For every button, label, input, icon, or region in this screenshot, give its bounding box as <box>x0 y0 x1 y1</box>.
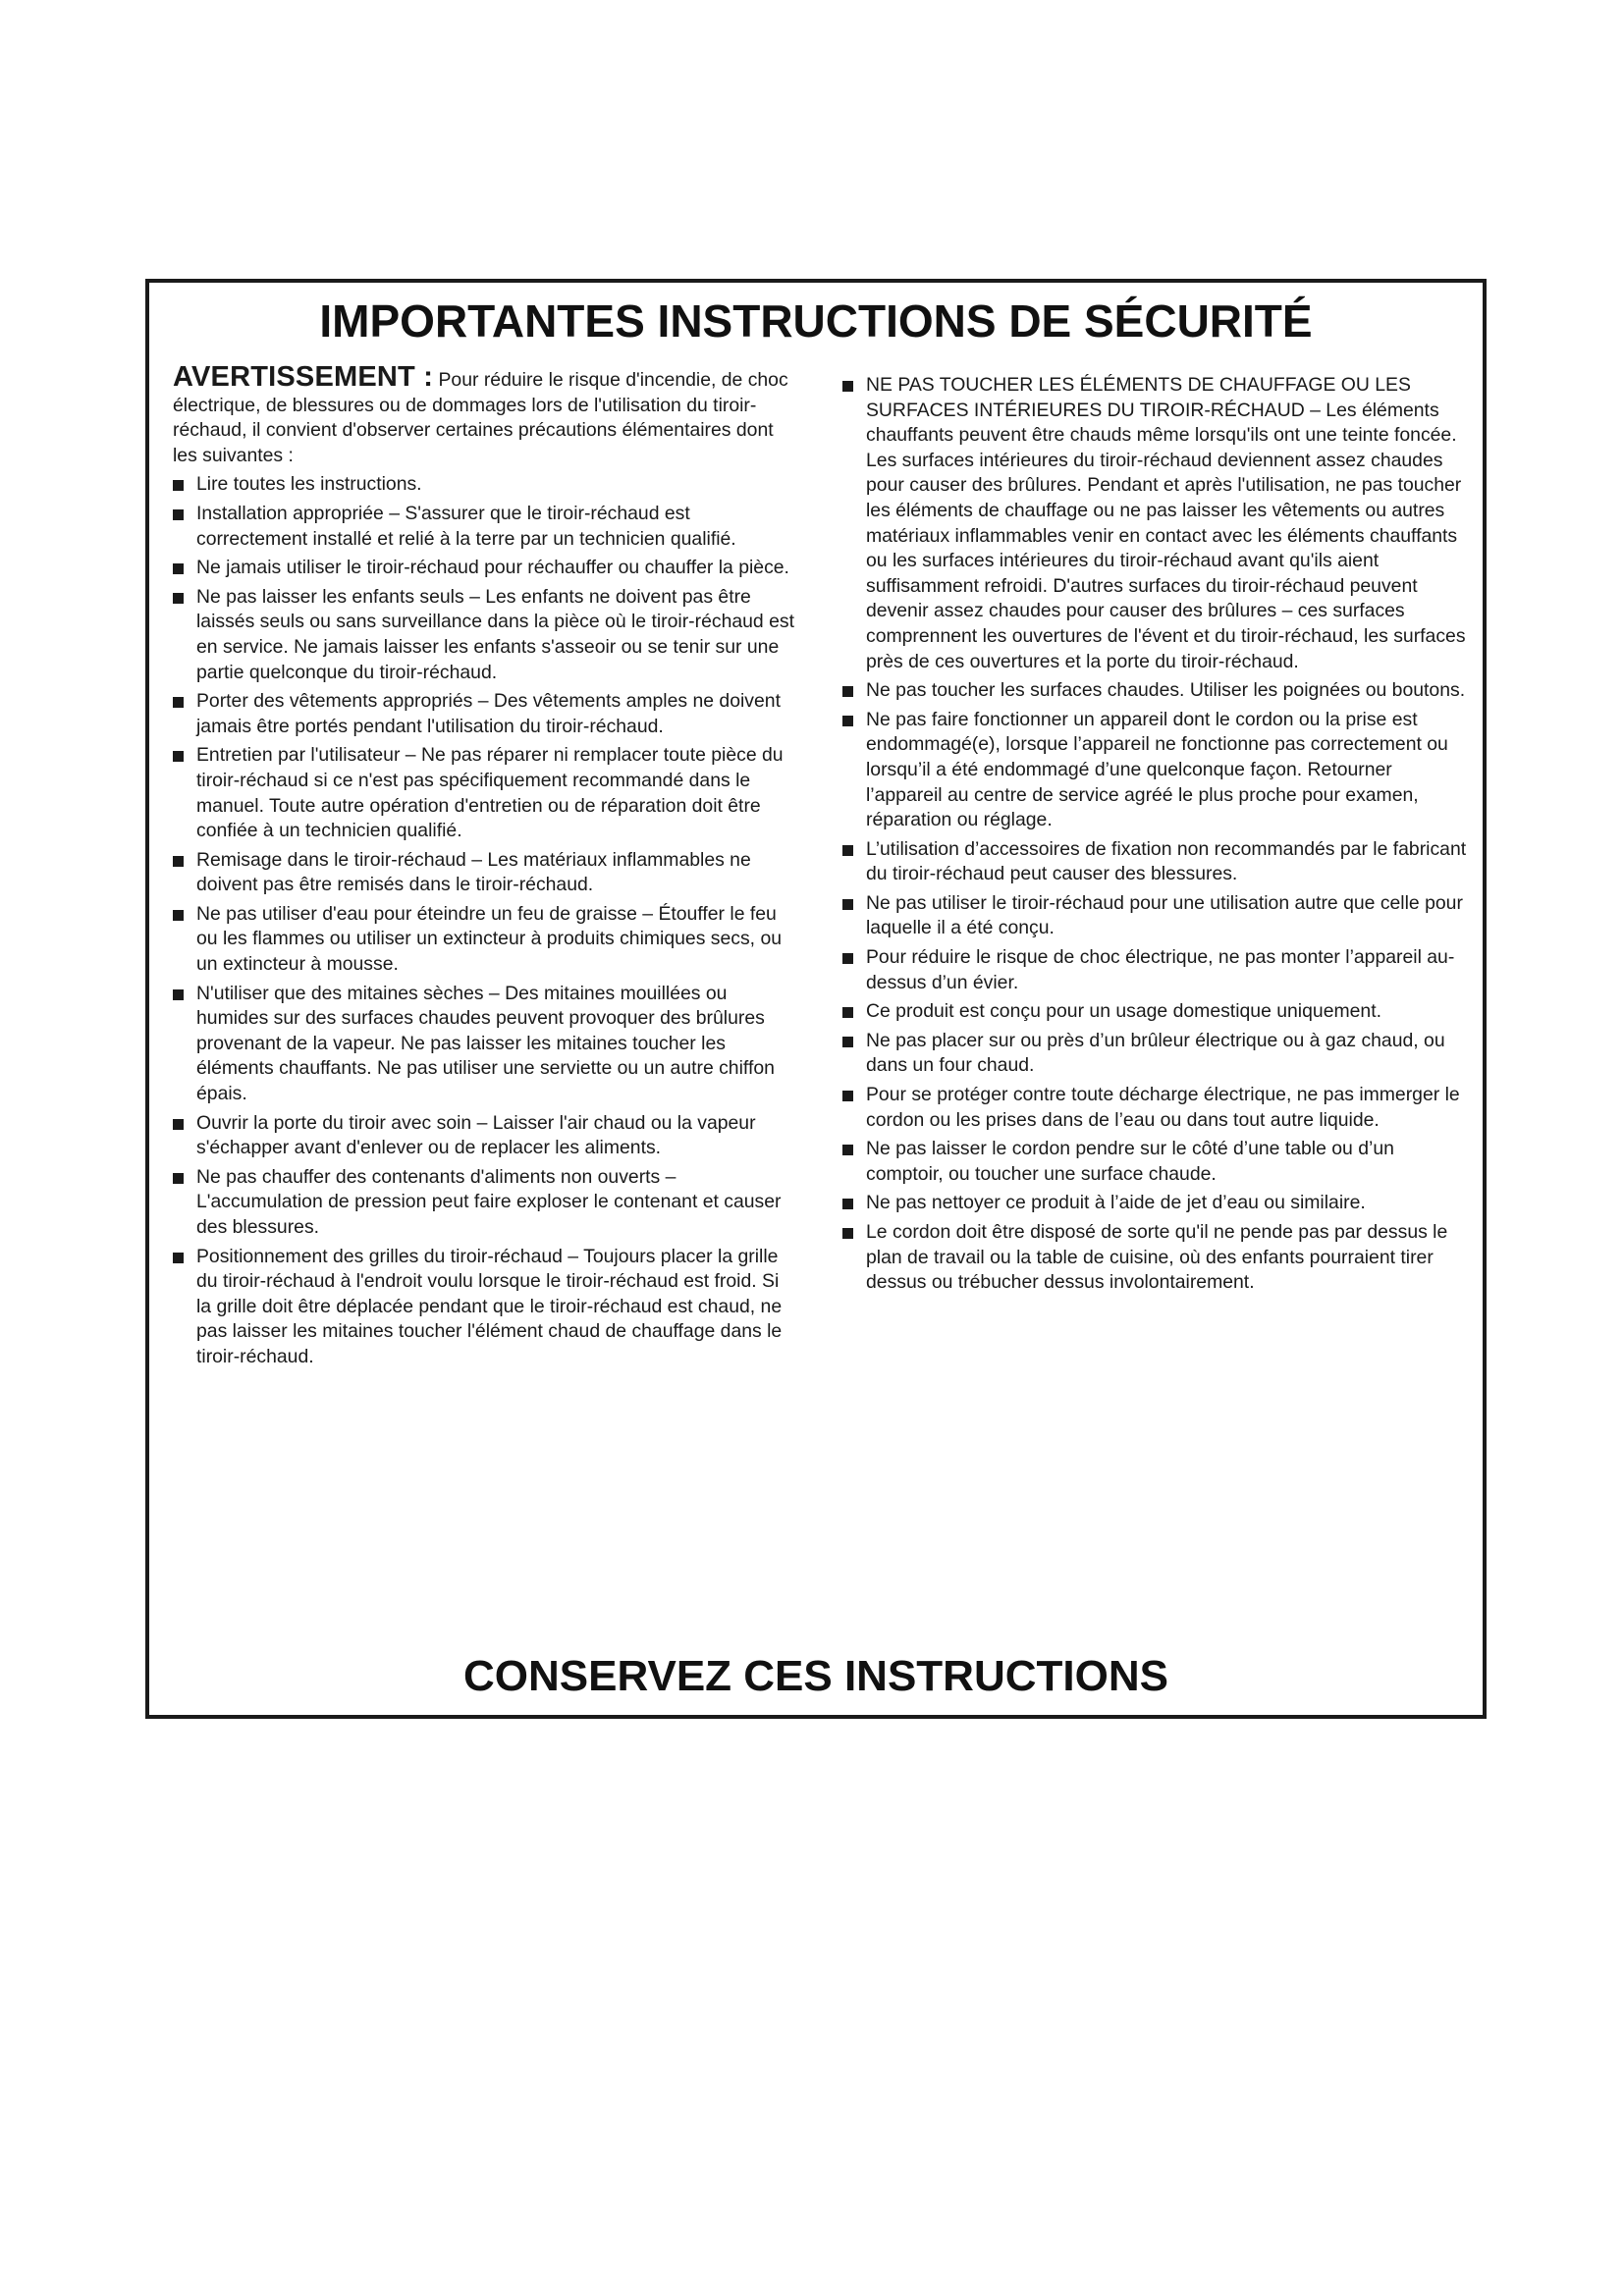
list-item: Installation appropriée – S'assurer que le tiroir-réchaud est correctement installé et relié à la terre par un technicien qualifié. <box>173 502 797 552</box>
page-title: IMPORTANTES INSTRUCTIONS DE SÉCURITÉ <box>319 295 1313 347</box>
square-bullet-icon <box>842 1145 853 1155</box>
list-item: Ne jamais utiliser le tiroir-réchaud pour réchauffer ou chauffer la pièce. <box>173 556 797 581</box>
square-bullet-icon <box>842 1091 853 1101</box>
square-bullet-icon <box>842 1228 853 1239</box>
list-item: N'utiliser que des mitaines sèches – Des mitaines mouillées ou humides sur des surfaces chaudes peuvent provoquer des brûlures provenant de la vapeur. Ne pas laisser les mitaines toucher les éléments chauffants. Ne pas utiliser une serviette ou un autre chiffon épais. <box>173 982 797 1107</box>
safety-instructions-box <box>145 279 1487 1719</box>
square-bullet-icon <box>842 845 853 856</box>
list-item: Ouvrir la porte du tiroir avec soin – Laisser l'air chaud ou la vapeur s'échapper avant d'enlever ou de replacer les aliments. <box>173 1111 797 1161</box>
square-bullet-icon <box>173 1253 184 1263</box>
square-bullet-icon <box>173 989 184 1000</box>
square-bullet-icon <box>842 686 853 697</box>
list-item: Remisage dans le tiroir-réchaud – Les matériaux inflammables ne doivent pas être remisés dans le tiroir-réchaud. <box>173 848 797 898</box>
warning-label: AVERTISSEMENT : <box>173 361 434 393</box>
warning-intro <box>173 361 797 468</box>
square-bullet-icon <box>173 910 184 921</box>
left-column <box>173 361 797 1374</box>
list-item: Ne pas faire fonctionner un appareil dont le cordon ou la prise est endommagé(e), lorsque l’appareil ne fonctionne pas correctement ou lorsqu’il a été endommagé d’une quelconque façon. Retourner l’appareil au centre de service agréé le plus proche pour examen, réparation ou réglage. <box>842 708 1471 833</box>
square-bullet-icon <box>842 716 853 726</box>
left-instruction-list <box>173 472 797 1369</box>
right-column <box>842 373 1471 1300</box>
square-bullet-icon <box>842 1037 853 1047</box>
square-bullet-icon <box>842 899 853 910</box>
list-item: Le cordon doit être disposé de sorte qu'il ne pende pas par dessus le plan de travail ou la table de cuisine, où des enfants pourraient tirer dessus ou trébucher dessus involontairement. <box>842 1220 1471 1296</box>
warning-text: Pour réduire le risque d'incendie, de choc électrique, de blessures ou de dommages lors de l'utilisation du tiroir-réchaud, il convient d'observer certaines précautions élémentaires dont les suivantes : <box>173 369 788 466</box>
list-item: Ne pas chauffer des contenants d'aliments non ouverts – L'accumulation de pression peut faire exploser le contenant et causer des blessures. <box>173 1165 797 1241</box>
square-bullet-icon <box>173 1173 184 1184</box>
square-bullet-icon <box>842 1007 853 1018</box>
square-bullet-icon <box>842 953 853 964</box>
square-bullet-icon <box>173 751 184 762</box>
list-item: Pour réduire le risque de choc électrique, ne pas monter l’appareil au-dessus d’un évier. <box>842 945 1471 995</box>
list-item: Lire toutes les instructions. <box>173 472 797 498</box>
list-item: Ne pas utiliser le tiroir-réchaud pour une utilisation autre que celle pour laquelle il a été conçu. <box>842 891 1471 941</box>
list-item: Positionnement des grilles du tiroir-réchaud – Toujours placer la grille du tiroir-réchaud à l'endroit voulu lorsque le tiroir-réchaud est froid. Si la grille doit être déplacée pendant que le tiroir-réchaud est chaud, ne pas laisser les mitaines toucher l'élément chaud de chauffage dans le tiroir-réchaud. <box>173 1245 797 1370</box>
square-bullet-icon <box>173 509 184 520</box>
list-item: Ce produit est conçu pour un usage domestique uniquement. <box>842 999 1471 1025</box>
list-item: NE PAS TOUCHER LES ÉLÉMENTS DE CHAUFFAGE OU LES SURFACES INTÉRIEURES DU TIROIR-RÉCHAUD – Les éléments chauffants peuvent être chauds même lorsqu'ils ont une teinte foncée. Les surfaces intérieures du tiroir-réchaud deviennent assez chaudes pour causer des brûlures. Pendant et après l'utilisation, ne pas toucher les éléments de chauffage ou ne pas laisser les vêtements ou autres matériaux inflammables venir en contact avec les éléments chauffants ou les surfaces intérieures du tiroir-réchaud avant qu'ils aient suffisamment refroidi. D'autres surfaces du tiroir-réchaud peuvent devenir assez chaudes pour causer des brûlures – ces surfaces comprennent les ouvertures de l'évent et du tiroir-réchaud, les surfaces près de ces ouvertures et la porte du tiroir-réchaud. <box>842 373 1471 674</box>
square-bullet-icon <box>842 381 853 392</box>
list-item: Ne pas nettoyer ce produit à l’aide de jet d’eau ou similaire. <box>842 1191 1471 1216</box>
square-bullet-icon <box>173 480 184 491</box>
footer-title: CONSERVEZ CES INSTRUCTIONS <box>463 1652 1168 1700</box>
list-item: Ne pas toucher les surfaces chaudes. Utiliser les poignées ou boutons. <box>842 678 1471 704</box>
square-bullet-icon <box>173 563 184 574</box>
square-bullet-icon <box>173 593 184 604</box>
square-bullet-icon <box>842 1199 853 1209</box>
list-item: Ne pas laisser les enfants seuls – Les enfants ne doivent pas être laissés seuls ou sans surveillance dans la pièce où le tiroir-réchaud est en service. Ne jamais laisser les enfants s'asseoir ou se tenir sur une partie quelconque du tiroir-réchaud. <box>173 585 797 685</box>
right-instruction-list <box>842 373 1471 1296</box>
square-bullet-icon <box>173 856 184 867</box>
square-bullet-icon <box>173 1119 184 1130</box>
list-item: Ne pas placer sur ou près d’un brûleur électrique ou à gaz chaud, ou dans un four chaud. <box>842 1029 1471 1079</box>
square-bullet-icon <box>173 697 184 708</box>
list-item: Ne pas utiliser d'eau pour éteindre un feu de graisse – Étouffer le feu ou les flammes ou utiliser un extincteur à produits chimiques secs, ou un extincteur à mousse. <box>173 902 797 978</box>
list-item: Pour se protéger contre toute décharge électrique, ne pas immerger le cordon ou les prises dans de l’eau ou dans tout autre liquide. <box>842 1083 1471 1133</box>
list-item: Porter des vêtements appropriés – Des vêtements amples ne doivent jamais être portés pendant l'utilisation du tiroir-réchaud. <box>173 689 797 739</box>
list-item: Ne pas laisser le cordon pendre sur le côté d’une table ou d’un comptoir, ou toucher une surface chaude. <box>842 1137 1471 1187</box>
list-item: L’utilisation d’accessoires de fixation non recommandés par le fabricant du tiroir-réchaud peut causer des blessures. <box>842 837 1471 887</box>
list-item: Entretien par l'utilisateur – Ne pas réparer ni remplacer toute pièce du tiroir-réchaud si ce n'est pas spécifiquement recommandé dans le manuel. Toute autre opération d'entretien ou de réparation doit être confiée à un technicien qualifié. <box>173 743 797 843</box>
